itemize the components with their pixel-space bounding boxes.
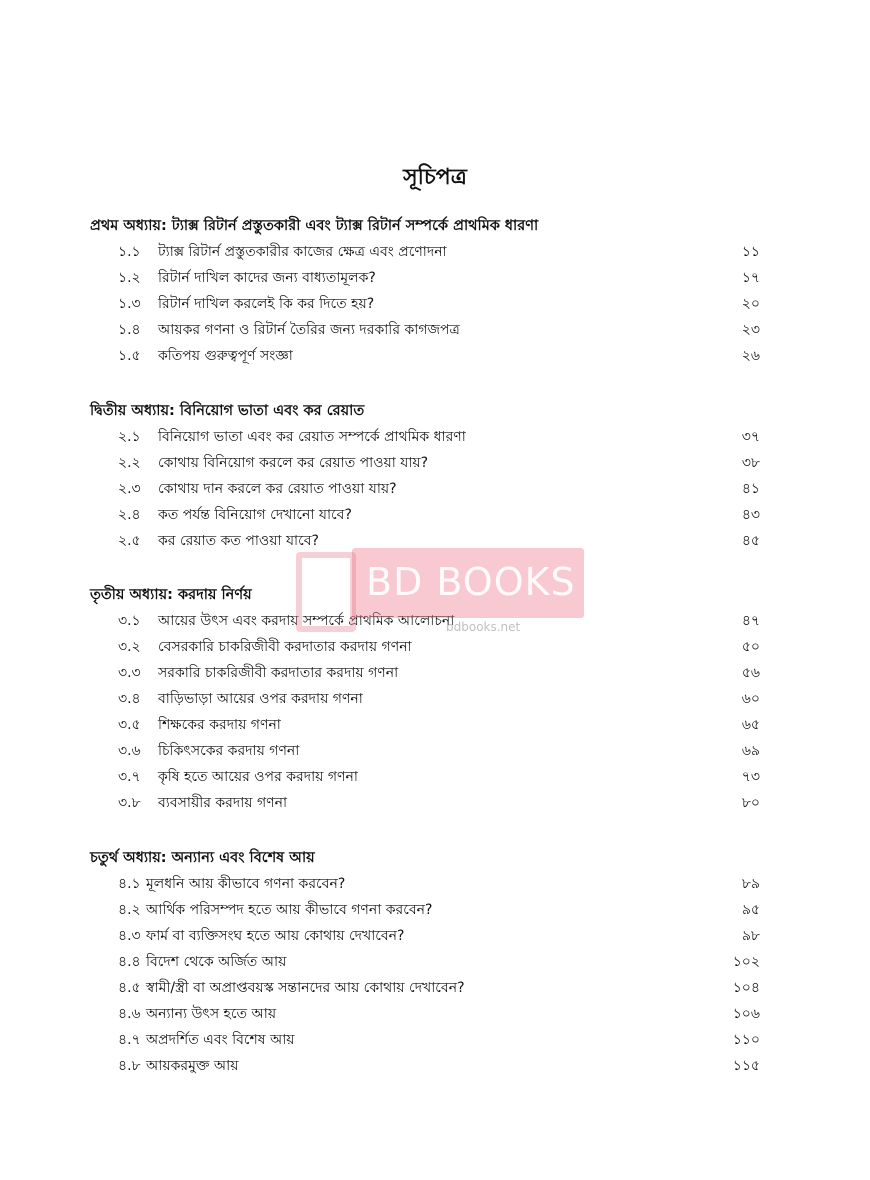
section-number: ১.১ (118, 244, 141, 260)
section-number: ৪.৭ (118, 1032, 141, 1048)
section-number: ৪.৪ (118, 954, 141, 970)
page-number: ৯৮ (741, 928, 760, 944)
toc-entry (90, 949, 760, 975)
section-number: ৩.৭ (118, 769, 141, 785)
section-title: আয়করমুক্ত আয় (146, 1058, 239, 1074)
toc-entry (90, 317, 760, 343)
section-title: কোথায় দান করলে কর রেয়াত পাওয়া যায়? (158, 481, 397, 497)
toc-entry (90, 239, 760, 265)
page-number: ৮০ (741, 795, 760, 811)
section-title: রিটার্ন দাখিল করলেই কি কর দিতে হয়? (158, 296, 375, 312)
section-title: বাড়িভাড়া আয়ের ওপর করদায় গণনা (158, 691, 363, 707)
watermark-brand: BD BOOKS (366, 560, 576, 604)
toc-entry (90, 343, 760, 369)
section-title: অন্যান্য উৎস হতে আয় (146, 1006, 277, 1022)
section-title: মূলধনি আয় কীভাবে গণনা করবেন? (146, 876, 346, 892)
section-number: ৩.৩ (118, 665, 141, 681)
section-title: কৃষি হতে আয়ের ওপর করদায় গণনা (158, 769, 358, 785)
page-number: ৩৭ (741, 429, 760, 445)
chapter-1 (90, 213, 760, 369)
toc-entry (90, 450, 760, 476)
page-number: ১০৪ (732, 980, 760, 996)
section-number: ৪.৩ (118, 928, 141, 944)
section-number: ৩.২ (118, 639, 141, 655)
section-title: বেসরকারি চাকরিজীবী করদাতার করদায় গণনা (158, 639, 412, 655)
section-title: অপ্রদর্শিত এবং বিশেষ আয় (146, 1032, 295, 1048)
toc-entry (90, 764, 760, 790)
section-number: ৩.৪ (118, 691, 141, 707)
page-number: ৭৩ (741, 769, 760, 785)
toc-entry (90, 871, 760, 897)
section-number: ৪.৫ (118, 980, 141, 996)
section-title: ফার্ম বা ব্যক্তিসংঘ হতে আয় কোথায় দেখাবেন? (146, 928, 405, 944)
page-number: ২৩ (741, 322, 760, 338)
toc-entry (90, 291, 760, 317)
chapter-heading: দ্বিতীয় অধ্যায়: বিনিয়োগ ভাতা এবং কর রেয়াত (90, 403, 365, 419)
section-title: রিটার্ন দাখিল কাদের জন্য বাধ্যতামূলক? (158, 270, 376, 286)
chapter-heading: প্রথম অধ্যায়: ট্যাক্স রিটার্ন প্রস্তুতকারী এবং ট্যাক্স রিটার্ন সম্পর্কে প্রাথমিক ধারণা (90, 218, 539, 234)
toc-entry (90, 790, 760, 816)
section-title: আয়ের উৎস এবং করদায় সম্পর্কে প্রাথমিক আলোচনা (158, 613, 455, 629)
section-number: ২.৩ (118, 481, 141, 497)
section-title: চিকিৎসকের করদায় গণনা (158, 743, 300, 759)
section-number: ২.৪ (118, 507, 141, 523)
toc-entry (90, 502, 760, 528)
page-number: ৪৭ (741, 613, 760, 629)
page-number: ৩৮ (741, 455, 760, 471)
section-number: ৪.৬ (118, 1006, 141, 1022)
section-number: ১.৩ (118, 296, 141, 312)
chapter-4 (90, 845, 760, 1079)
chapter-2 (90, 398, 760, 554)
toc-entry (90, 686, 760, 712)
toc-entry (90, 923, 760, 949)
toc-entry (90, 476, 760, 502)
chapter-heading: চতুর্থ অধ্যায়: অন্যান্য এবং বিশেষ আয় (90, 850, 315, 866)
section-title: কোথায় বিনিয়োগ করলে কর রেয়াত পাওয়া যায়? (158, 455, 429, 471)
page-number: ৪৫ (741, 533, 760, 549)
page-number: ৫০ (741, 639, 760, 655)
section-number: ৩.৮ (118, 795, 141, 811)
section-number: ৩.১ (118, 613, 141, 629)
section-title: আর্থিক পরিসম্পদ হতে আয় কীভাবে গণনা করবেন? (146, 902, 433, 918)
watermark (296, 548, 586, 640)
page-number: ২৬ (741, 348, 760, 364)
section-title: শিক্ষকের করদায় গণনা (158, 717, 281, 733)
toc-entry (90, 265, 760, 291)
section-title: ব্যবসায়ীর করদায় গণনা (158, 795, 288, 811)
watermark-site: bdbooks.net (446, 620, 521, 634)
page-number: ১১ (741, 244, 760, 260)
section-number: ৪.২ (118, 902, 141, 918)
page-number: ৬৫ (741, 717, 760, 733)
toc-entry (90, 1053, 760, 1079)
section-number: ১.৪ (118, 322, 141, 338)
page-number: ১১০ (732, 1032, 760, 1048)
page-number: ৬৯ (741, 743, 760, 759)
section-number: ২.২ (118, 455, 141, 471)
section-title: কর রেয়াত কত পাওয়া যাবে? (158, 533, 319, 549)
toc-entry (90, 897, 760, 923)
page-number: ৯৫ (741, 902, 760, 918)
section-title: বিদেশ থেকে অর্জিত আয় (146, 954, 287, 970)
section-title: ট্যাক্স রিটার্ন প্রস্তুতকারীর কাজের ক্ষেত্র এবং প্রণোদনা (158, 244, 447, 260)
section-number: ৪.৮ (118, 1058, 141, 1074)
section-title: বিনিয়োগ ভাতা এবং কর রেয়াত সম্পর্কে প্রাথমিক ধারণা (158, 429, 466, 445)
section-title: স্বামী/স্ত্রী বা অপ্রাপ্তবয়স্ক সন্তানদের আয় কোথায় দেখাবেন? (146, 980, 465, 996)
toc-entry (90, 738, 760, 764)
toc-entry (90, 660, 760, 686)
section-number: ১.২ (118, 270, 141, 286)
page-number: ২০ (741, 296, 760, 312)
section-title: আয়কর গণনা ও রিটার্ন তৈরির জন্য দরকারি কাগজপত্র (158, 322, 460, 338)
section-number: ৪.১ (118, 876, 141, 892)
section-title: সরকারি চাকরিজীবী করদাতার করদায় গণনা (158, 665, 399, 681)
toc-entry (90, 424, 760, 450)
section-number: ৩.৬ (118, 743, 141, 759)
section-title: কতিপয় গুরুত্বপূর্ণ সংজ্ঞা (158, 348, 293, 364)
page-number: ৫৬ (741, 665, 760, 681)
page-title: সূচিপত্র (403, 164, 467, 190)
page-number: ১০৬ (732, 1006, 760, 1022)
page-number: ১০২ (732, 954, 760, 970)
section-number: ২.৫ (118, 533, 141, 549)
toc-entry (90, 712, 760, 738)
page-number: ১৭ (741, 270, 760, 286)
page-number: ৮৯ (741, 876, 760, 892)
toc-entry (90, 1001, 760, 1027)
section-number: ১.৫ (118, 348, 141, 364)
book-icon (296, 552, 356, 632)
page-number: ৪১ (741, 481, 760, 497)
page-number: ৬০ (741, 691, 760, 707)
page-number: ৪৩ (741, 507, 760, 523)
section-number: ২.১ (118, 429, 141, 445)
toc-entry (90, 975, 760, 1001)
section-title: কত পর্যন্ত বিনিয়োগ দেখানো যাবে? (158, 507, 352, 523)
toc-entry (90, 1027, 760, 1053)
section-number: ৩.৫ (118, 717, 141, 733)
page-number: ১১৫ (732, 1058, 760, 1074)
chapter-heading: তৃতীয় অধ্যায়: করদায় নির্ণয় (90, 587, 252, 603)
